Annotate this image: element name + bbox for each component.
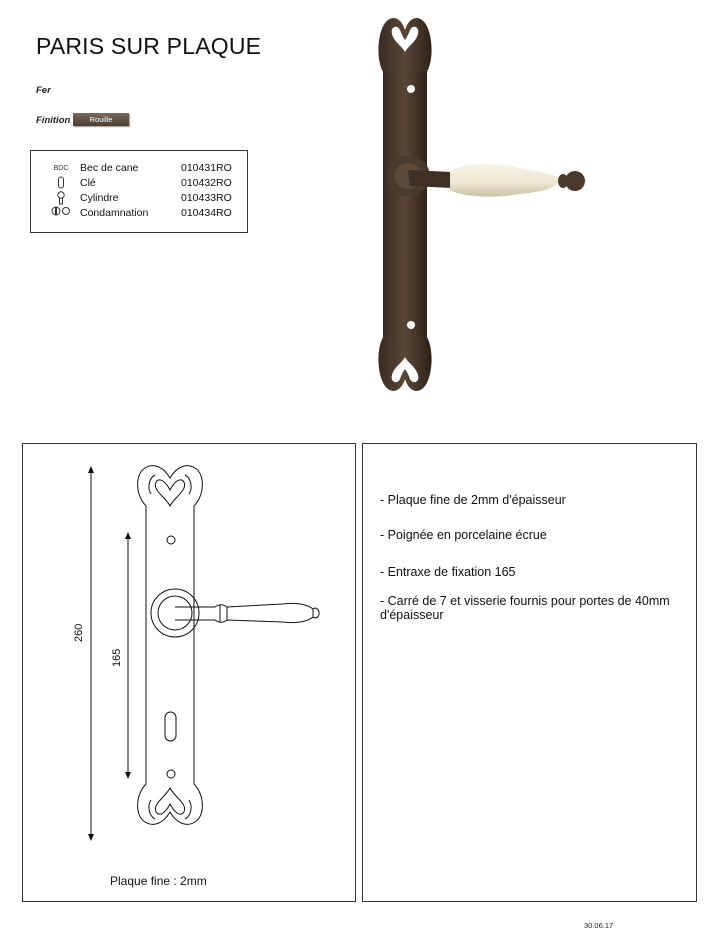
product-title: PARIS SUR PLAQUE [36, 33, 262, 59]
dimension-total: 260 [73, 623, 85, 642]
reference-code: 010432RO [181, 177, 232, 189]
product-photo [370, 12, 600, 402]
reference-label: Clé [80, 177, 96, 189]
reference-label: Condamnation [80, 207, 149, 219]
feature-item: - Entraxe de fixation 165 [380, 565, 516, 579]
reference-row [31, 176, 247, 191]
condemnation-icon [49, 206, 73, 222]
document-date: 30.06.17 [584, 921, 614, 930]
finish-label: Finition [36, 115, 71, 126]
reference-code: 010433RO [181, 192, 232, 204]
feature-item: - Plaque fine de 2mm d'épaisseur [380, 493, 566, 507]
reference-table [30, 150, 248, 233]
reference-label: Bec de cane [80, 162, 139, 174]
feature-item: - Poignée en porcelaine écrue [380, 528, 547, 542]
bdc-icon: BDC [53, 165, 69, 172]
reference-label: Cylindre [80, 192, 119, 204]
features-panel [362, 443, 697, 902]
reference-code: 010434RO [181, 207, 232, 219]
material-label: Fer [36, 85, 51, 96]
dimension-axis: 165 [111, 648, 123, 667]
reference-row [31, 206, 247, 221]
drawing-caption: Plaque fine : 2mm [110, 874, 207, 888]
reference-code: 010431RO [181, 162, 232, 174]
finish-swatch: Rouille [73, 113, 129, 126]
technical-drawing [23, 444, 355, 901]
reference-row [31, 191, 247, 206]
feature-item: - Carré de 7 et visserie fournis pour portes de 40mm d'épaisseur [380, 594, 670, 622]
reference-row [31, 161, 247, 176]
technical-drawing-panel [22, 443, 356, 902]
